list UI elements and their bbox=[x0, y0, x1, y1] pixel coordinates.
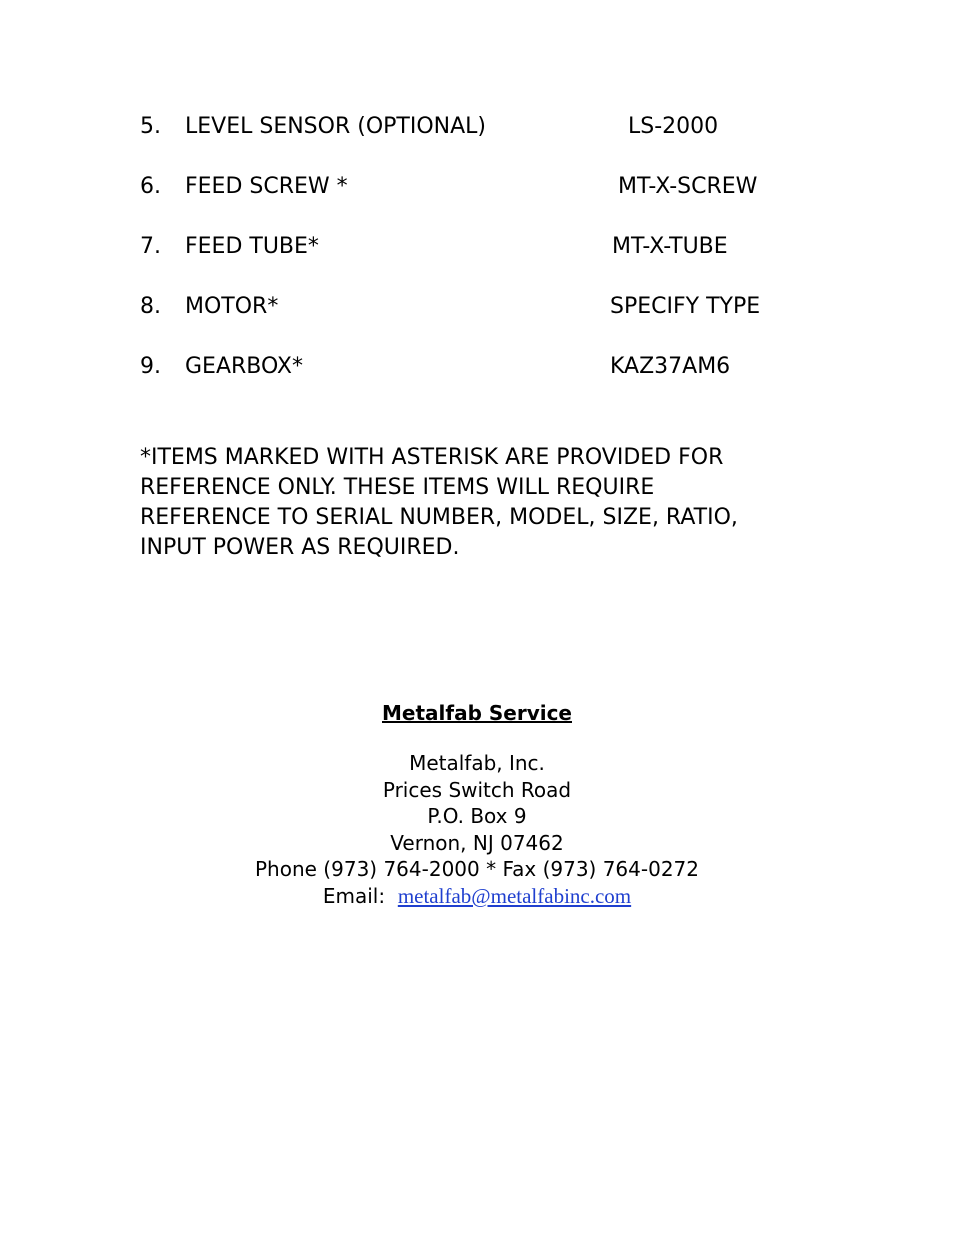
part-number: 5. bbox=[140, 114, 161, 139]
part-row bbox=[140, 168, 840, 228]
email-label: Email: bbox=[322, 883, 386, 908]
part-code: SPECIFY TYPE bbox=[610, 294, 761, 319]
part-row bbox=[140, 228, 840, 288]
part-number: 8. bbox=[140, 294, 161, 319]
part-code: KAZ37AM6 bbox=[610, 354, 731, 379]
part-row bbox=[140, 288, 840, 348]
part-number: 9. bbox=[140, 354, 161, 379]
company-name: Metalfab, Inc. bbox=[409, 751, 545, 775]
part-name: FEED TUBE* bbox=[185, 234, 319, 259]
po-box: P.O. Box 9 bbox=[427, 804, 527, 829]
email-line bbox=[0, 883, 954, 910]
part-name: GEARBOX* bbox=[185, 354, 303, 379]
part-name: LEVEL SENSOR (OPTIONAL) bbox=[185, 114, 486, 139]
note-line: INPUT POWER AS REQUIRED. bbox=[140, 535, 460, 560]
note-line: REFERENCE TO SERIAL NUMBER, MODEL, SIZE, RATIO, bbox=[140, 505, 738, 530]
part-name: MOTOR* bbox=[185, 294, 279, 319]
service-contact bbox=[0, 698, 954, 910]
part-code: LS-2000 bbox=[628, 114, 719, 139]
part-code: MT-X-SCREW bbox=[618, 174, 758, 199]
part-number: 7. bbox=[140, 234, 161, 259]
email-link[interactable]: metalfab@metalfabinc.com bbox=[397, 883, 632, 908]
service-title: Metalfab Service bbox=[382, 701, 572, 725]
parts-list bbox=[140, 108, 840, 408]
part-number: 6. bbox=[140, 174, 161, 199]
note-line: REFERENCE ONLY. THESE ITEMS WILL REQUIRE bbox=[140, 475, 655, 500]
part-row bbox=[140, 348, 840, 408]
street-address: Prices Switch Road bbox=[382, 777, 572, 802]
asterisk-note bbox=[140, 443, 820, 563]
note-line: *ITEMS MARKED WITH ASTERISK ARE PROVIDED FOR bbox=[140, 445, 724, 470]
phone-fax: Phone (973) 764-2000 * Fax (973) 764-0272 bbox=[255, 857, 699, 882]
part-row bbox=[140, 108, 840, 168]
city-state-zip: Vernon, NJ 07462 bbox=[390, 830, 564, 855]
part-name: FEED SCREW * bbox=[185, 174, 348, 199]
part-code: MT-X-TUBE bbox=[612, 234, 728, 259]
